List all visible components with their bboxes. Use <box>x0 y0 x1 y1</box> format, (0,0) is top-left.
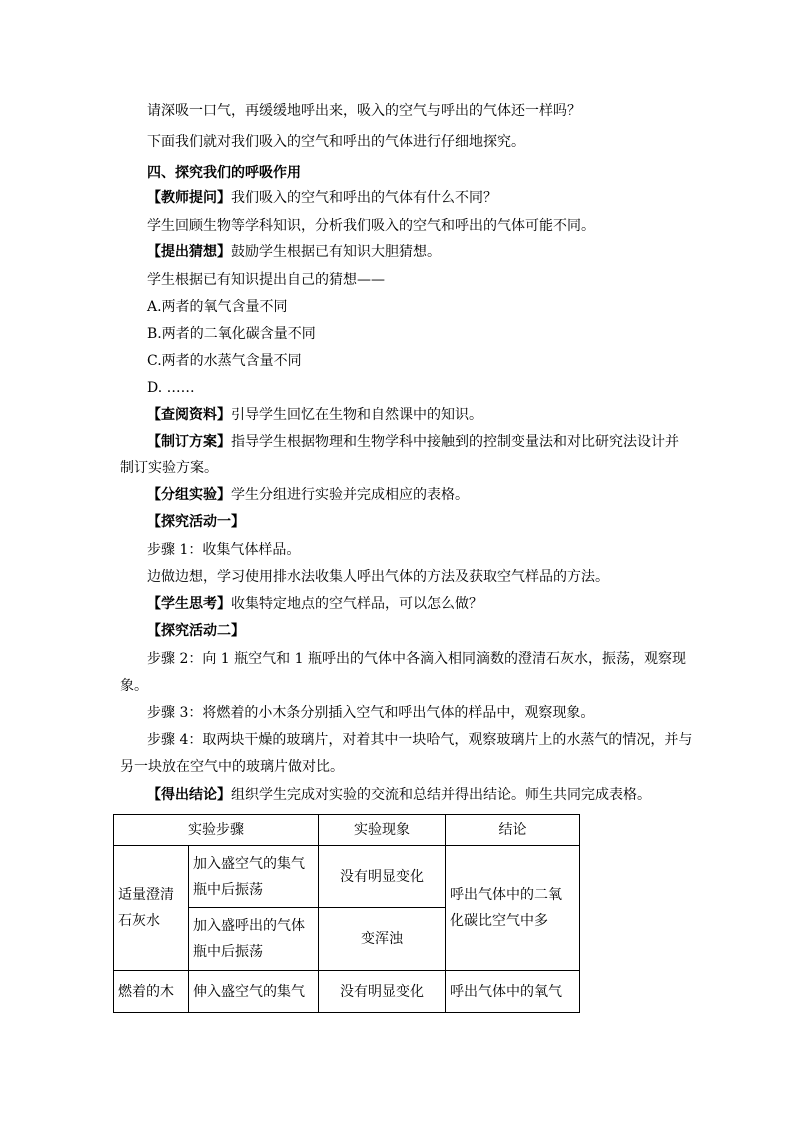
header-phenomenon: 实验现象 <box>319 815 446 846</box>
lookup-line <box>147 407 483 423</box>
step-2-line-2: 象。 <box>120 678 148 694</box>
step-air-bottle: 加入盛空气的集气瓶中后振荡 <box>189 846 319 908</box>
lookup-tag: 【查阅资料】 <box>147 407 231 423</box>
step-1-note: 边做边想，学习使用排水法收集人呼出气体的方法及获取空气样品的方法。 <box>147 569 609 585</box>
reagent-burning-stick: 燃着的木 <box>114 971 189 1013</box>
teacher-question-line <box>147 190 497 206</box>
student-review-line: 学生回顾生物等学科知识，分析我们吸入的空气和呼出的气体可能不同。 <box>147 218 595 234</box>
option-b: B.两者的二氧化碳含量不同 <box>147 326 316 342</box>
guess-tag: 【提出猜想】 <box>147 244 231 260</box>
activity-one-tag: 【探究活动一】 <box>147 514 245 530</box>
step-exhaled-bottle: 加入盛呼出的气体瓶中后振荡 <box>189 908 319 971</box>
step-4-line-2: 另一块放在空气中的玻璃片做对比。 <box>120 759 344 775</box>
conclusion-text: 组织学生完成对实验的交流和总结并得出结论。师生共同完成表格。 <box>231 787 651 803</box>
section-title: 四、探究我们的呼吸作用 <box>147 165 301 181</box>
step-3: 步骤 3：将燃着的小木条分别插入空气和呼出气体的样品中，观察现象。 <box>147 705 595 721</box>
teacher-question-text: 我们吸入的空气和呼出的气体有什么不同？ <box>231 190 497 206</box>
group-tag: 【分组实验】 <box>147 487 231 503</box>
paragraph-intro-question: 请深吸一口气，再缓缓地呼出来，吸入的空气与呼出的气体还一样吗？ <box>147 103 581 119</box>
teacher-question-tag: 【教师提问】 <box>147 190 231 206</box>
student-think-text: 收集特定地点的空气样品，可以怎么做？ <box>231 596 483 612</box>
student-think-line <box>147 596 483 612</box>
guess-line <box>147 244 441 260</box>
activity-two-tag: 【探究活动二】 <box>147 623 245 639</box>
results-table <box>113 814 580 1013</box>
plan-line-2: 制订实验方案。 <box>120 460 218 476</box>
option-a: A.两者的氧气含量不同 <box>147 299 288 315</box>
group-text: 学生分组进行实验并完成相应的表格。 <box>231 487 469 503</box>
conclusion-tag: 【得出结论】 <box>147 787 231 803</box>
option-d: D. …… <box>147 380 195 396</box>
plan-tag: 【制订方案】 <box>147 434 231 450</box>
header-conclusion: 结论 <box>446 815 580 846</box>
guess-text: 鼓励学生根据已有知识大胆猜想。 <box>231 244 441 260</box>
student-think-tag: 【学生思考】 <box>147 596 231 612</box>
table-header-row <box>114 815 580 846</box>
table-row <box>114 846 580 908</box>
phenomenon-no-change-2: 没有明显变化 <box>319 971 446 1013</box>
guess-intro-line: 学生根据已有知识提出自己的猜想—— <box>147 272 385 288</box>
step-insert-air-bottle: 伸入盛空气的集气 <box>189 971 319 1013</box>
conclusion-o2: 呼出气体中的氧气 <box>446 971 580 1013</box>
header-steps: 实验步骤 <box>114 815 319 846</box>
step-4-line-1: 步骤 4：取两块干燥的玻璃片，对着其中一块哈气，观察玻璃片上的水蒸气的情况，并与 <box>147 732 693 748</box>
phenomenon-turbid: 变浑浊 <box>319 908 446 971</box>
option-c: C.两者的水蒸气含量不同 <box>147 353 302 369</box>
group-line <box>147 487 469 503</box>
conclusion-co2: 呼出气体中的二氧化碳比空气中多 <box>446 846 580 971</box>
plan-line-1 <box>147 434 679 450</box>
table-row <box>114 971 580 1013</box>
step-1: 步骤 1：收集气体样品。 <box>147 542 301 558</box>
step-2-line-1: 步骤 2：向 1 瓶空气和 1 瓶呼出的气体中各滴入相同滴数的澄清石灰水，振荡，观察现 <box>147 651 686 667</box>
reagent-limewater: 适量澄清石灰水 <box>114 846 189 971</box>
plan-text-1: 指导学生根据物理和生物学科中接触到的控制变量法和对比研究法设计并 <box>231 434 679 450</box>
lookup-text: 引导学生回忆在生物和自然课中的知识。 <box>231 407 483 423</box>
phenomenon-no-change: 没有明显变化 <box>319 846 446 908</box>
conclusion-line <box>147 787 651 803</box>
paragraph-intro-explore: 下面我们就对我们吸入的空气和呼出的气体进行仔细地探究。 <box>147 134 525 150</box>
